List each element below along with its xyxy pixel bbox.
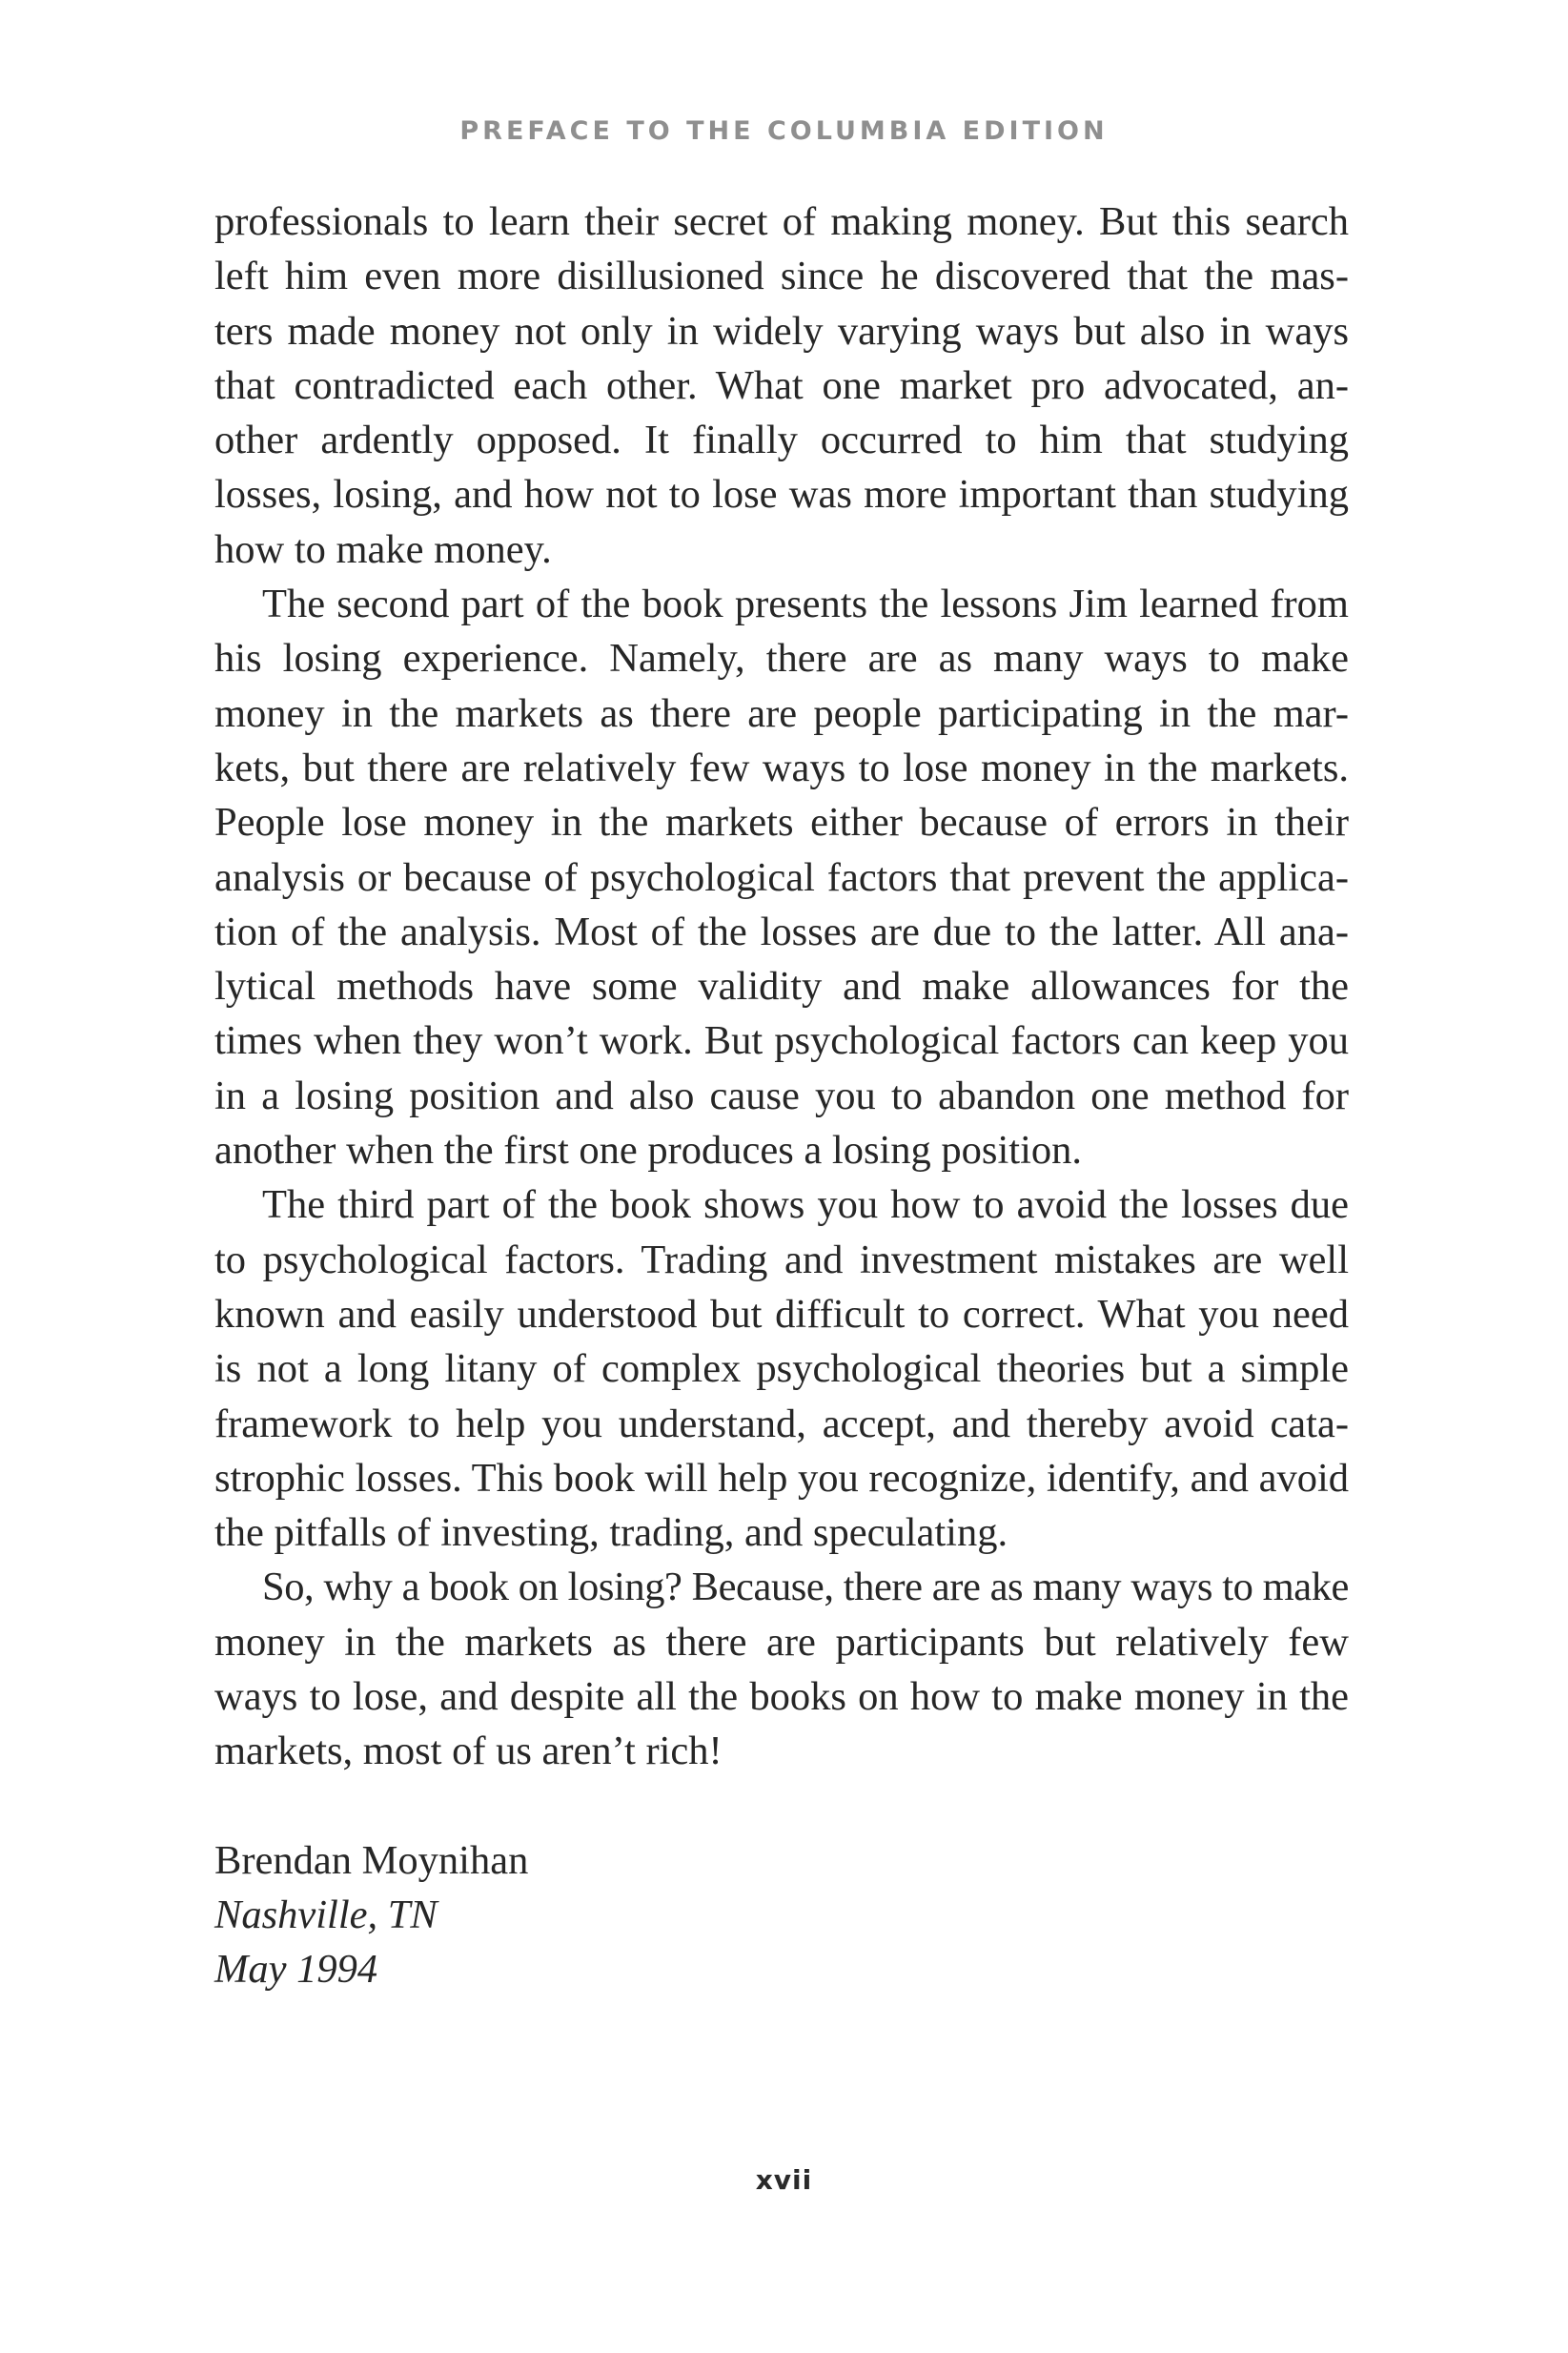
text-line: money in the markets as there are participants but relatively few <box>214 1619 1349 1665</box>
text-line: his losing experience. Namely, there are as many ways to make <box>214 636 1349 682</box>
text-line: losses, losing, and how not to lose was more important than studying <box>214 472 1349 518</box>
paragraph <box>214 1560 1349 1778</box>
text-line: to psychological factors. Trading and investment mistakes are well <box>214 1237 1349 1282</box>
text-line: People lose money in the markets either because of errors in their <box>214 800 1349 846</box>
text-line: money in the markets as there are people participating in the mar- <box>214 690 1349 736</box>
page-number: xvii <box>755 2164 813 2196</box>
paragraph <box>214 1177 1349 1560</box>
signature-place: Nashville, TN <box>214 1892 438 1937</box>
text-line: framework to help you understand, accept, and thereby avoid cata- <box>214 1401 1349 1446</box>
text-line: kets, but there are relatively few ways to lose money in the markets. <box>214 745 1349 790</box>
text-line: times when they won’t work. But psychological factors can keep you <box>214 1018 1349 1064</box>
text-line: ters made money not only in widely varying ways but also in ways <box>214 308 1349 354</box>
running-head: PREFACE TO THE COLUMBIA EDITION <box>459 116 1109 146</box>
preface-body <box>214 194 1349 1997</box>
text-line: tion of the analysis. Most of the losses are due to the latter. All ana- <box>214 909 1349 954</box>
text-line: the pitfalls of investing, trading, and speculating. <box>214 1510 1008 1556</box>
text-line: analysis or because of psychological factors that prevent the applica- <box>214 854 1349 900</box>
paragraph <box>214 577 1349 1177</box>
signature-date: May 1994 <box>214 1947 378 1993</box>
text-line: known and easily understood but difficult to correct. What you need <box>214 1291 1349 1337</box>
paragraph <box>214 194 1349 577</box>
text-line: strophic losses. This book will help you recognize, identify, and avoid <box>214 1455 1349 1501</box>
text-line: ways to lose, and despite all the books on how to make money in the <box>214 1674 1349 1720</box>
text-line: that contradicted each other. What one market pro advocated, an- <box>214 362 1349 408</box>
text-line: another when the first one produces a losing position. <box>214 1128 1083 1174</box>
text-line: is not a long litany of complex psychological theories but a simple <box>214 1346 1349 1392</box>
text-line: professionals to learn their secret of making money. But this search <box>214 199 1349 244</box>
signature-block <box>214 1833 1349 1997</box>
text-line: other ardently opposed. It finally occurred to him that studying <box>214 418 1349 463</box>
text-line: left him even more disillusioned since he discovered that the mas- <box>214 254 1349 299</box>
text-line: The second part of the book presents the lessons Jim learned from <box>262 582 1349 627</box>
text-line: how to make money. <box>214 526 552 572</box>
text-line: markets, most of us aren’t rich! <box>214 1729 723 1774</box>
text-line: So, why a book on losing? Because, there are as many ways to make <box>262 1565 1349 1610</box>
text-line: lytical methods have some validity and make allowances for the <box>214 964 1349 1010</box>
paragraphs <box>214 194 1349 1779</box>
signature-author: Brendan Moynihan <box>214 1837 529 1883</box>
text-line: in a losing position and also cause you to abandon one method for <box>214 1073 1349 1118</box>
text-line: The third part of the book shows you how to avoid the losses due <box>262 1182 1349 1228</box>
